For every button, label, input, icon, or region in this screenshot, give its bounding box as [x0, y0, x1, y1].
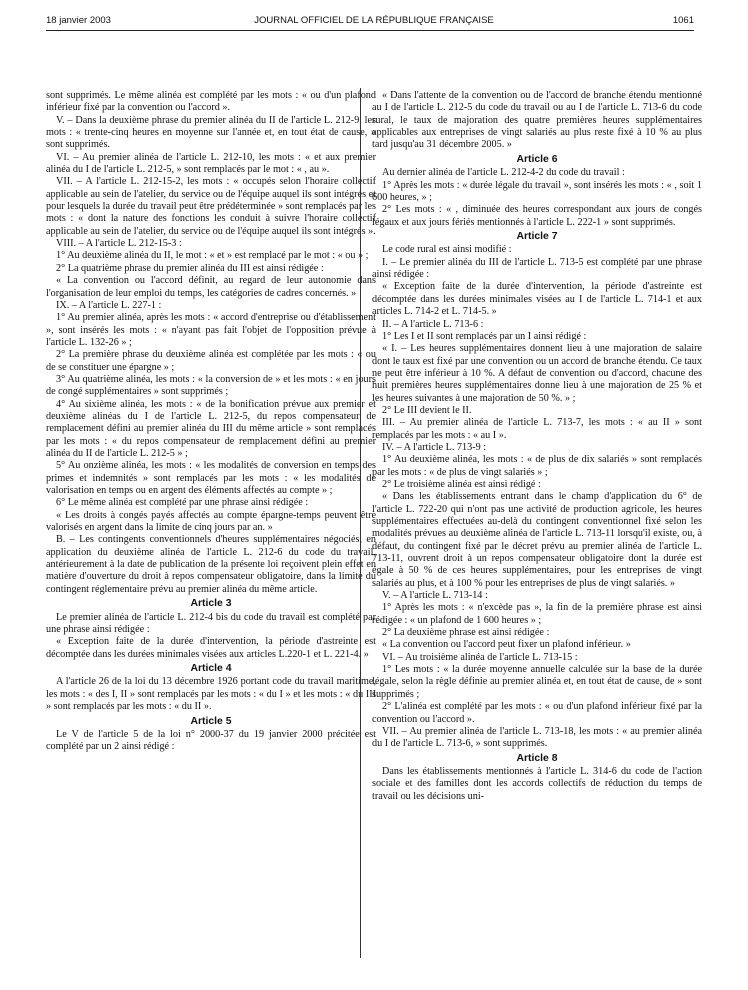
paragraph: VII. – A l'article L. 212-15-2, les mots : « occupés selon l'horaire collectif applicable au sein de l'atelier, du service ou de l'équipe auquel ils sont intégrés et pour lesquels la durée du travail peut être prédéterminée » sont remplacés par les mots : « dont la nature des fonctions les conduit à suivre l'horaire collectif applicable au sein de l'atelier, du service ou de l'équipe auquel ils sont intégrés ». [46, 176, 376, 237]
paragraph: 1° Au deuxième alinéa du II, le mot : « et » est remplacé par le mot : « ou » ; [56, 250, 369, 262]
article-heading: Article 3 [190, 598, 232, 610]
paragraph: II. – A l'article L. 713-6 : [382, 318, 484, 330]
paragraph: V. – A l'article L. 713-14 : [382, 590, 488, 602]
paragraph: 1° Au premier alinéa, après les mots : « accord d'entreprise ou d'établissement », sont insérés les mots : « n'ayant pas fait l'objet de l'opposition prévue à l'article L. 132-26 » ; [46, 312, 376, 348]
paragraph: 2° L'alinéa est complété par les mots : « ou d'un plafond inférieur fixé par la convention ou l'accord ». [372, 701, 702, 725]
paragraph: I. – Le premier alinéa du III de l'article L. 713-5 est complété par une phrase ainsi rédigée : [372, 256, 702, 281]
paragraph: Le code rural est ainsi modifié : [382, 244, 512, 256]
paragraph: 2° La quatrième phrase du premier alinéa du III est ainsi rédigée : [56, 262, 324, 274]
paragraph: 2° La deuxième phrase est ainsi rédigée : [382, 627, 550, 639]
paragraph: IX. – A l'article L. 227-1 : [56, 299, 162, 311]
paragraph: 6° Le même alinéa est complété par une phrase ainsi rédigée : [56, 497, 309, 509]
paragraph: V. – Dans la deuxième phrase du premier alinéa du II de l'article L. 212-9, les mots : « trente-cinq heures en moyenne sur l'année et, en tout état de cause, » sont supprimés. [46, 114, 376, 151]
article-heading: Article 7 [516, 230, 558, 242]
paragraph: 2° Les mots : « , diminuée des heures correspondant aux jours de congés légaux et aux jours fériés mentionnés à l'article L. 222-1 » sont supprimés. [372, 204, 702, 228]
page-number: 1061 [672, 15, 694, 26]
left-column [46, 90, 376, 754]
column-divider [360, 88, 361, 958]
paragraph: « Les droits à congés payés affectés au compte épargne-temps peuvent être valorisés en argent dans la limite de cinq jours par an. » [46, 509, 376, 534]
paragraph: « La convention ou l'accord peut fixer un plafond inférieur. » [382, 639, 631, 651]
paragraph: VI. – Au troisième alinéa de l'article L. 713-15 : [382, 651, 578, 663]
paragraph: VII. – Au premier alinéa de l'article L. 713-18, les mots : « au premier alinéa du I de l'article L. 713-6, » sont supprimés. [372, 725, 702, 750]
paragraph: « I. – Les heures supplémentaires donnent lieu à une majoration de salaire dont le taux est fixé par une convention ou un accord de branche étendu. Ce taux ne peut être inférieur à 10 %. A défaut de convention ou d'accord, chacune des huit premières heures supplémentaires donne lieu à une majoration de 25 % et les heures suivantes à une majoration de 50 %. » ; [372, 343, 702, 404]
paragraph: VIII. – A l'article L. 212-15-3 : [56, 238, 182, 250]
paragraph: IV. – A l'article L. 713-9 : [382, 441, 487, 453]
paragraph: 4° Au sixième alinéa, les mots : « de la bonification prévue aux premier et deuxième alinéas du I de l'article L. 212-5, du repos compensateur de remplacement défini au premier alinéa du III du même article » sont remplacés par les mots : « du repos compensateur de remplacement défini au premier alinéa du II de l'article L. 212-5 » ; [46, 398, 376, 459]
paragraph: Le premier alinéa de l'article L. 212-4 bis du code du travail est complété par une phrase ainsi rédigée : [46, 611, 376, 635]
paragraph: 1° Après les mots : « n'excède pas », la fin de la première phrase est ainsi rédigée : « un plafond de 1 600 heures » ; [372, 602, 702, 626]
header-rule [46, 30, 694, 31]
article-heading: Article 8 [516, 752, 558, 764]
paragraph: sont supprimés. Le même alinéa est complété par les mots : « ou d'un plafond inférieur fixé par la convention ou l'accord ». [46, 90, 376, 114]
paragraph: 3° Au quatrième alinéa, les mots : « la conversion de » et les mots : « en jours de congé supplémentaires » sont supprimés ; [46, 373, 376, 398]
paragraph: A l'article 26 de la loi du 13 décembre 1926 portant code du travail maritime, les mots : « des I, II » sont remplacés par les mots : « du I » et les mots : « du III » sont remplacés par les mots : « du II ». [46, 676, 376, 713]
right-column [372, 90, 702, 803]
paragraph: « La convention ou l'accord définit, au regard de leur autonomie dans l'organisation de leur emploi du temps, les catégories de cadres concernés. » [46, 275, 376, 299]
journal-title: JOURNAL OFFICIEL DE LA RÉPUBLIQUE FRANÇAISE [254, 15, 494, 26]
paragraph: « Exception faite de la durée d'intervention, la période d'astreinte est décomptée dans les durées minimales visées au I de l'article L. 714-1 et aux articles L. 714-2 et L. 714-5. » [372, 281, 702, 318]
paragraph: Le V de l'article 5 de la loi n° 2000-37 du 19 janvier 2000 précitée est complété par un 2 ainsi rédigé : [46, 729, 376, 753]
header-date: 18 janvier 2003 [46, 15, 111, 26]
paragraph: 1° Après les mots : « durée légale du travail », sont insérés les mots : « , soit 1 600 heures, » ; [372, 179, 702, 203]
paragraph: « Exception faite de la durée d'intervention, la période d'astreinte est décomptée dans les durées minimales visées aux articles L.220-1 et L. 221-4. » [46, 636, 376, 660]
paragraph: III. – Au premier alinéa de l'article L. 713-7, les mots : « au II » sont remplacés par les mots : « au I ». [372, 417, 702, 441]
paragraph: « Dans l'attente de la convention ou de l'accord de branche étendu mentionné au I de l'article L. 212-5 du code du travail ou au I de l'article L. 713-6 du code rural, le taux de majoration des quatre premières heures supplémentaires applicables aux entreprises de vingt salariés au plus reste fixé à 10 % au plus tard jusqu'au 31 décembre 2005. » [372, 90, 702, 151]
paragraph: VI. – Au premier alinéa de l'article L. 212-10, les mots : « et aux premier alinéa du I de l'article L. 212-5, » sont remplacés par le mot : « , au ». [46, 151, 376, 176]
paragraph: 2° Le troisième alinéa est ainsi rédigé : [382, 478, 541, 490]
paragraph: Au dernier alinéa de l'article L. 212-4-2 du code du travail : [382, 167, 625, 179]
paragraph: Dans les établissements mentionnés à l'article L. 314-6 du code de l'action sociale et des familles dont les accords collectifs de réduction du temps de travail ou les décisions uni- [372, 766, 702, 802]
paragraph: « Dans les établissements entrant dans le champ d'application du 6° de l'article L. 722-20 qui n'ont pas une activité de production agricole, les heures supplémentaires effectuées au-delà du contingent conventionnel fixé selon les modalités prévues au deuxième alinéa de l'article L. 713-11 lorsqu'il existe, ou, à défaut, du contingent fixé par le décret prévu au premier alinéa de l'article L. 713-11, ouvrent droit à un repos compensateur obligatoire dont la durée est égale à 50 % de ces heures supplémentaires, pour les entreprises de vingt salariés au plus, et à 100 % pour les entreprises de plus de vingt salariés. » [372, 491, 702, 589]
article-heading: Article 4 [190, 662, 232, 674]
paragraph: 2° Le III devient le II. [382, 404, 472, 416]
paragraph: 1° Les I et II sont remplacés par un I ainsi rédigé : [382, 330, 587, 342]
article-heading: Article 6 [516, 153, 558, 165]
paragraph: B. – Les contingents conventionnels d'heures supplémentaires négociés, en application du deuxième alinéa de l'article L. 212-6 du code du travail, antérieurement à la date de publication de la présente loi reçoivent plein effet en matière d'ouverture du droit à repos compensateur obligatoire, dans la limite du contingent réglementaire prévu au premier alinéa du même article. [46, 534, 376, 595]
paragraph: 1° Au deuxième alinéa, les mots : « de plus de dix salariés » sont remplacés par les mots : « de plus de vingt salariés » ; [372, 454, 702, 478]
paragraph: 2° La première phrase du deuxième alinéa est complétée par les mots : « ou de se constituer une épargne » ; [46, 349, 376, 373]
paragraph: 5° Au onzième alinéa, les mots : « les modalités de conversion en temps des primes et indemnités » sont remplacés par les mots : « les modalités de valorisation en temps ou en argent des éléments affectés au compte » ; [46, 460, 376, 496]
paragraph: 1° Les mots : « la durée moyenne annuelle calculée sur la base de la durée légale, selon la règle définie au premier alinéa et, en tout état de cause, de » sont supprimés ; [372, 664, 702, 700]
article-heading: Article 5 [190, 715, 232, 727]
